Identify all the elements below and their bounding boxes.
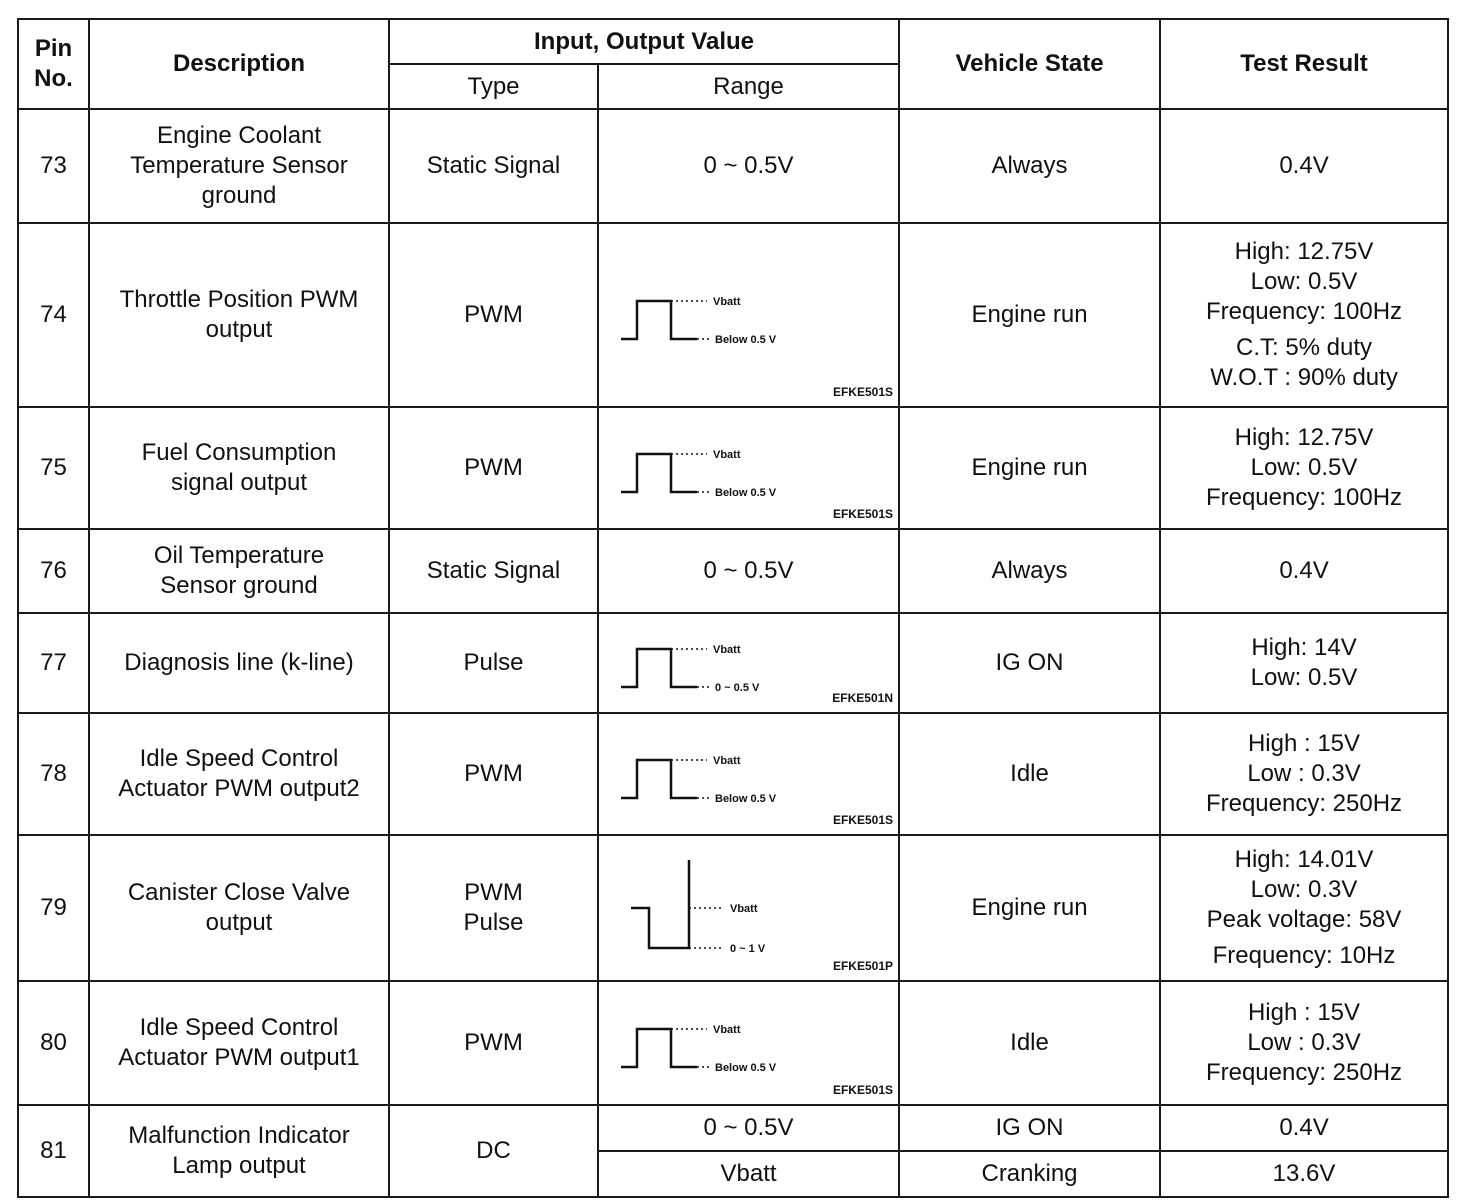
test-result-cell-line: High: 12.75V — [1234, 424, 1374, 451]
pin-cell-line: 79 — [40, 894, 67, 921]
pin-cell — [18, 223, 89, 407]
test-result-cell — [1160, 407, 1448, 529]
header-type: Type — [389, 64, 598, 109]
table-row — [18, 713, 1448, 835]
vehicle-state-cell-line: IG ON — [995, 1114, 1064, 1141]
description-cell — [89, 835, 389, 981]
test-result-cell-line: 13.6V — [1272, 1160, 1336, 1187]
description-cell-line: Fuel Consumption — [141, 439, 337, 466]
description-cell — [89, 109, 389, 223]
description-cell-line: Diagnosis line (k-line) — [124, 649, 354, 676]
waveform-diagram — [599, 614, 898, 712]
range-cell-line: Vbatt — [720, 1160, 777, 1187]
test-result-cell-line: High: 14.01V — [1234, 846, 1374, 873]
test-result-cell-line: Peak voltage: 58V — [1206, 906, 1402, 933]
test-result-cell — [1160, 613, 1448, 713]
description-cell-line: Idle Speed Control — [139, 1014, 339, 1041]
description-cell — [89, 407, 389, 529]
pin-cell-line: 77 — [40, 649, 67, 676]
type-cell — [389, 981, 598, 1105]
type-cell — [389, 613, 598, 713]
pin-cell-line: 80 — [40, 1029, 67, 1056]
pin-cell — [18, 835, 89, 981]
description-cell-line: Engine Coolant — [156, 122, 322, 149]
vehicle-state-cell — [899, 1151, 1160, 1197]
wave-bottom-label: Below 0.5 V — [715, 334, 777, 346]
wave-figure-code: EFKE501S — [832, 1083, 893, 1097]
vehicle-state-cell — [899, 529, 1160, 613]
header-io-value: Input, Output Value — [389, 19, 899, 64]
waveform-diagram — [599, 836, 898, 980]
type-cell — [389, 1105, 598, 1197]
type-cell-line: PWM — [464, 879, 523, 906]
description-cell — [89, 713, 389, 835]
description-cell — [89, 613, 389, 713]
pin-cell-line: 75 — [40, 454, 67, 481]
waveform-cell — [598, 223, 899, 407]
test-result-cell — [1160, 109, 1448, 223]
description-cell-line: Temperature Sensor — [130, 152, 348, 179]
range-cell — [598, 1151, 899, 1197]
range-cell — [598, 109, 899, 223]
waveform-diagram — [599, 408, 898, 528]
test-result-cell-line: 0.4V — [1279, 557, 1329, 584]
table-row — [18, 223, 1448, 407]
type-cell — [389, 407, 598, 529]
vehicle-state-cell-line: Engine run — [971, 301, 1088, 328]
type-cell-line: Static Signal — [426, 557, 561, 584]
waveform-diagram — [599, 982, 898, 1104]
test-result-cell-line: Low: 0.5V — [1250, 454, 1358, 481]
test-result-cell-line: Frequency: 100Hz — [1205, 298, 1403, 325]
vehicle-state-cell-line: Idle — [1010, 1029, 1049, 1056]
vehicle-state-cell-line: Engine run — [971, 454, 1088, 481]
test-result-cell-line: Low: 0.5V — [1250, 664, 1358, 691]
test-result-cell — [1160, 835, 1448, 981]
description-cell-line: Actuator PWM output2 — [118, 775, 360, 802]
pin-cell — [18, 529, 89, 613]
wave-top-label: Vbatt — [713, 1024, 741, 1036]
wave-figure-code: EFKE501S — [832, 813, 893, 827]
wave-figure-code: EFKE501P — [832, 959, 893, 973]
wave-top-label: Vbatt — [713, 755, 741, 767]
wave-bottom-label: 0 ~ 1 V — [730, 943, 766, 955]
test-result-cell-line: Low : 0.3V — [1247, 1029, 1361, 1056]
pin-cell — [18, 1105, 89, 1197]
description-cell-line: signal output — [170, 469, 308, 496]
range-cell-line: 0 ~ 0.5V — [703, 152, 794, 179]
type-cell — [389, 529, 598, 613]
wave-figure-code: EFKE501N — [832, 691, 893, 705]
wave-figure-code: EFKE501S — [832, 385, 893, 399]
wave-bottom-label: 0 ~ 0.5 V — [715, 682, 760, 694]
waveform-cell — [598, 835, 899, 981]
header-test-result: Test Result — [1160, 19, 1448, 109]
range-cell — [598, 1105, 899, 1151]
test-result-cell-line: High: 14V — [1251, 634, 1357, 661]
vehicle-state-cell-line: Engine run — [971, 894, 1088, 921]
description-cell — [89, 1105, 389, 1197]
type-cell-line: DC — [476, 1137, 511, 1164]
test-result-cell-line: Low : 0.3V — [1247, 760, 1361, 787]
description-cell-line: Oil Temperature — [153, 542, 325, 569]
vehicle-state-cell-line: Cranking — [981, 1160, 1078, 1187]
vehicle-state-cell-line: Always — [991, 152, 1068, 179]
table-row — [18, 1105, 1448, 1151]
test-result-cell-line: 0.4V — [1279, 1114, 1329, 1141]
test-result-cell-line: Low: 0.3V — [1250, 876, 1358, 903]
table-row — [18, 613, 1448, 713]
test-result-cell — [1160, 713, 1448, 835]
test-result-cell-line: 0.4V — [1279, 152, 1329, 179]
table-row — [18, 835, 1448, 981]
type-cell-line: PWM — [464, 454, 523, 481]
vehicle-state-cell-line: Idle — [1010, 760, 1049, 787]
header-description: Description — [89, 19, 389, 109]
type-cell — [389, 835, 598, 981]
header-vehicle-state: Vehicle State — [899, 19, 1160, 109]
test-result-cell-line: W.O.T : 90% duty — [1210, 364, 1398, 391]
pin-cell — [18, 613, 89, 713]
description-cell-line: Throttle Position PWM — [119, 286, 359, 313]
description-cell-line: Canister Close Valve — [127, 879, 351, 906]
test-result-cell-line: Frequency: 250Hz — [1205, 1059, 1403, 1086]
test-result-cell-line: High: 12.75V — [1234, 238, 1374, 265]
vehicle-state-cell — [899, 223, 1160, 407]
pin-cell — [18, 713, 89, 835]
description-cell-line: output — [205, 909, 273, 936]
test-result-cell-line: Frequency: 250Hz — [1205, 790, 1403, 817]
wave-top-label: Vbatt — [713, 644, 741, 656]
description-cell-line: Actuator PWM output1 — [118, 1044, 360, 1071]
type-cell-line: Pulse — [463, 909, 524, 936]
vehicle-state-cell — [899, 109, 1160, 223]
pin-cell — [18, 109, 89, 223]
table-body — [18, 109, 1448, 1197]
vehicle-state-cell-line: Always — [991, 557, 1068, 584]
description-cell — [89, 529, 389, 613]
waveform-cell — [598, 981, 899, 1105]
type-cell-line: PWM — [464, 760, 523, 787]
pin-cell — [18, 407, 89, 529]
pin-spec-table — [17, 18, 1449, 1198]
pin-cell — [18, 981, 89, 1105]
description-cell-line: Malfunction Indicator — [128, 1122, 350, 1149]
type-cell-line: PWM — [464, 1029, 523, 1056]
wave-top-label: Vbatt — [730, 903, 758, 915]
table-row — [18, 981, 1448, 1105]
type-cell — [389, 223, 598, 407]
wave-bottom-label: Below 0.5 V — [715, 1062, 777, 1074]
type-cell-line: Static Signal — [426, 152, 561, 179]
table-row — [18, 407, 1448, 529]
pin-cell-line: 76 — [40, 557, 67, 584]
waveform-cell — [598, 713, 899, 835]
type-cell — [389, 109, 598, 223]
table-row — [18, 529, 1448, 613]
range-cell-line: 0 ~ 0.5V — [703, 557, 794, 584]
waveform-cell — [598, 613, 899, 713]
test-result-cell — [1160, 1151, 1448, 1197]
vehicle-state-cell-line: IG ON — [995, 649, 1064, 676]
test-result-cell — [1160, 223, 1448, 407]
vehicle-state-cell — [899, 713, 1160, 835]
test-result-cell-line: High : 15V — [1247, 730, 1361, 757]
description-cell-line: output — [205, 316, 273, 343]
pin-cell-line: 74 — [40, 301, 67, 328]
description-cell-line: ground — [201, 182, 277, 209]
test-result-cell-line: Frequency: 100Hz — [1205, 484, 1403, 511]
description-cell — [89, 223, 389, 407]
waveform-diagram — [599, 224, 898, 406]
range-cell — [598, 529, 899, 613]
table-row — [18, 109, 1448, 223]
description-cell-line: Idle Speed Control — [139, 745, 339, 772]
vehicle-state-cell — [899, 613, 1160, 713]
test-result-cell-line: C.T: 5% duty — [1235, 334, 1373, 361]
header-range: Range — [598, 64, 899, 109]
vehicle-state-cell — [899, 407, 1160, 529]
wave-bottom-label: Below 0.5 V — [715, 793, 777, 805]
pin-cell-line: 78 — [40, 760, 67, 787]
description-cell — [89, 981, 389, 1105]
test-result-cell-line: Frequency: 10Hz — [1212, 942, 1396, 969]
waveform-diagram — [599, 714, 898, 834]
description-cell-line: Lamp output — [172, 1152, 306, 1179]
vehicle-state-cell — [899, 1105, 1160, 1151]
vehicle-state-cell — [899, 835, 1160, 981]
type-cell — [389, 713, 598, 835]
range-cell-line: 0 ~ 0.5V — [703, 1114, 794, 1141]
vehicle-state-cell — [899, 981, 1160, 1105]
pin-cell-line: 81 — [40, 1137, 67, 1164]
wave-figure-code: EFKE501S — [832, 507, 893, 521]
test-result-cell — [1160, 1105, 1448, 1151]
test-result-cell-line: High : 15V — [1247, 999, 1361, 1026]
test-result-cell — [1160, 529, 1448, 613]
header-pin: Pin No. — [18, 19, 89, 109]
type-cell-line: PWM — [464, 301, 523, 328]
pin-cell-line: 73 — [40, 152, 67, 179]
type-cell-line: Pulse — [463, 649, 524, 676]
wave-top-label: Vbatt — [713, 296, 741, 308]
wave-bottom-label: Below 0.5 V — [715, 487, 777, 499]
test-result-cell — [1160, 981, 1448, 1105]
description-cell-line: Sensor ground — [160, 572, 318, 599]
waveform-cell — [598, 407, 899, 529]
test-result-cell-line: Low: 0.5V — [1250, 268, 1358, 295]
wave-top-label: Vbatt — [713, 449, 741, 461]
